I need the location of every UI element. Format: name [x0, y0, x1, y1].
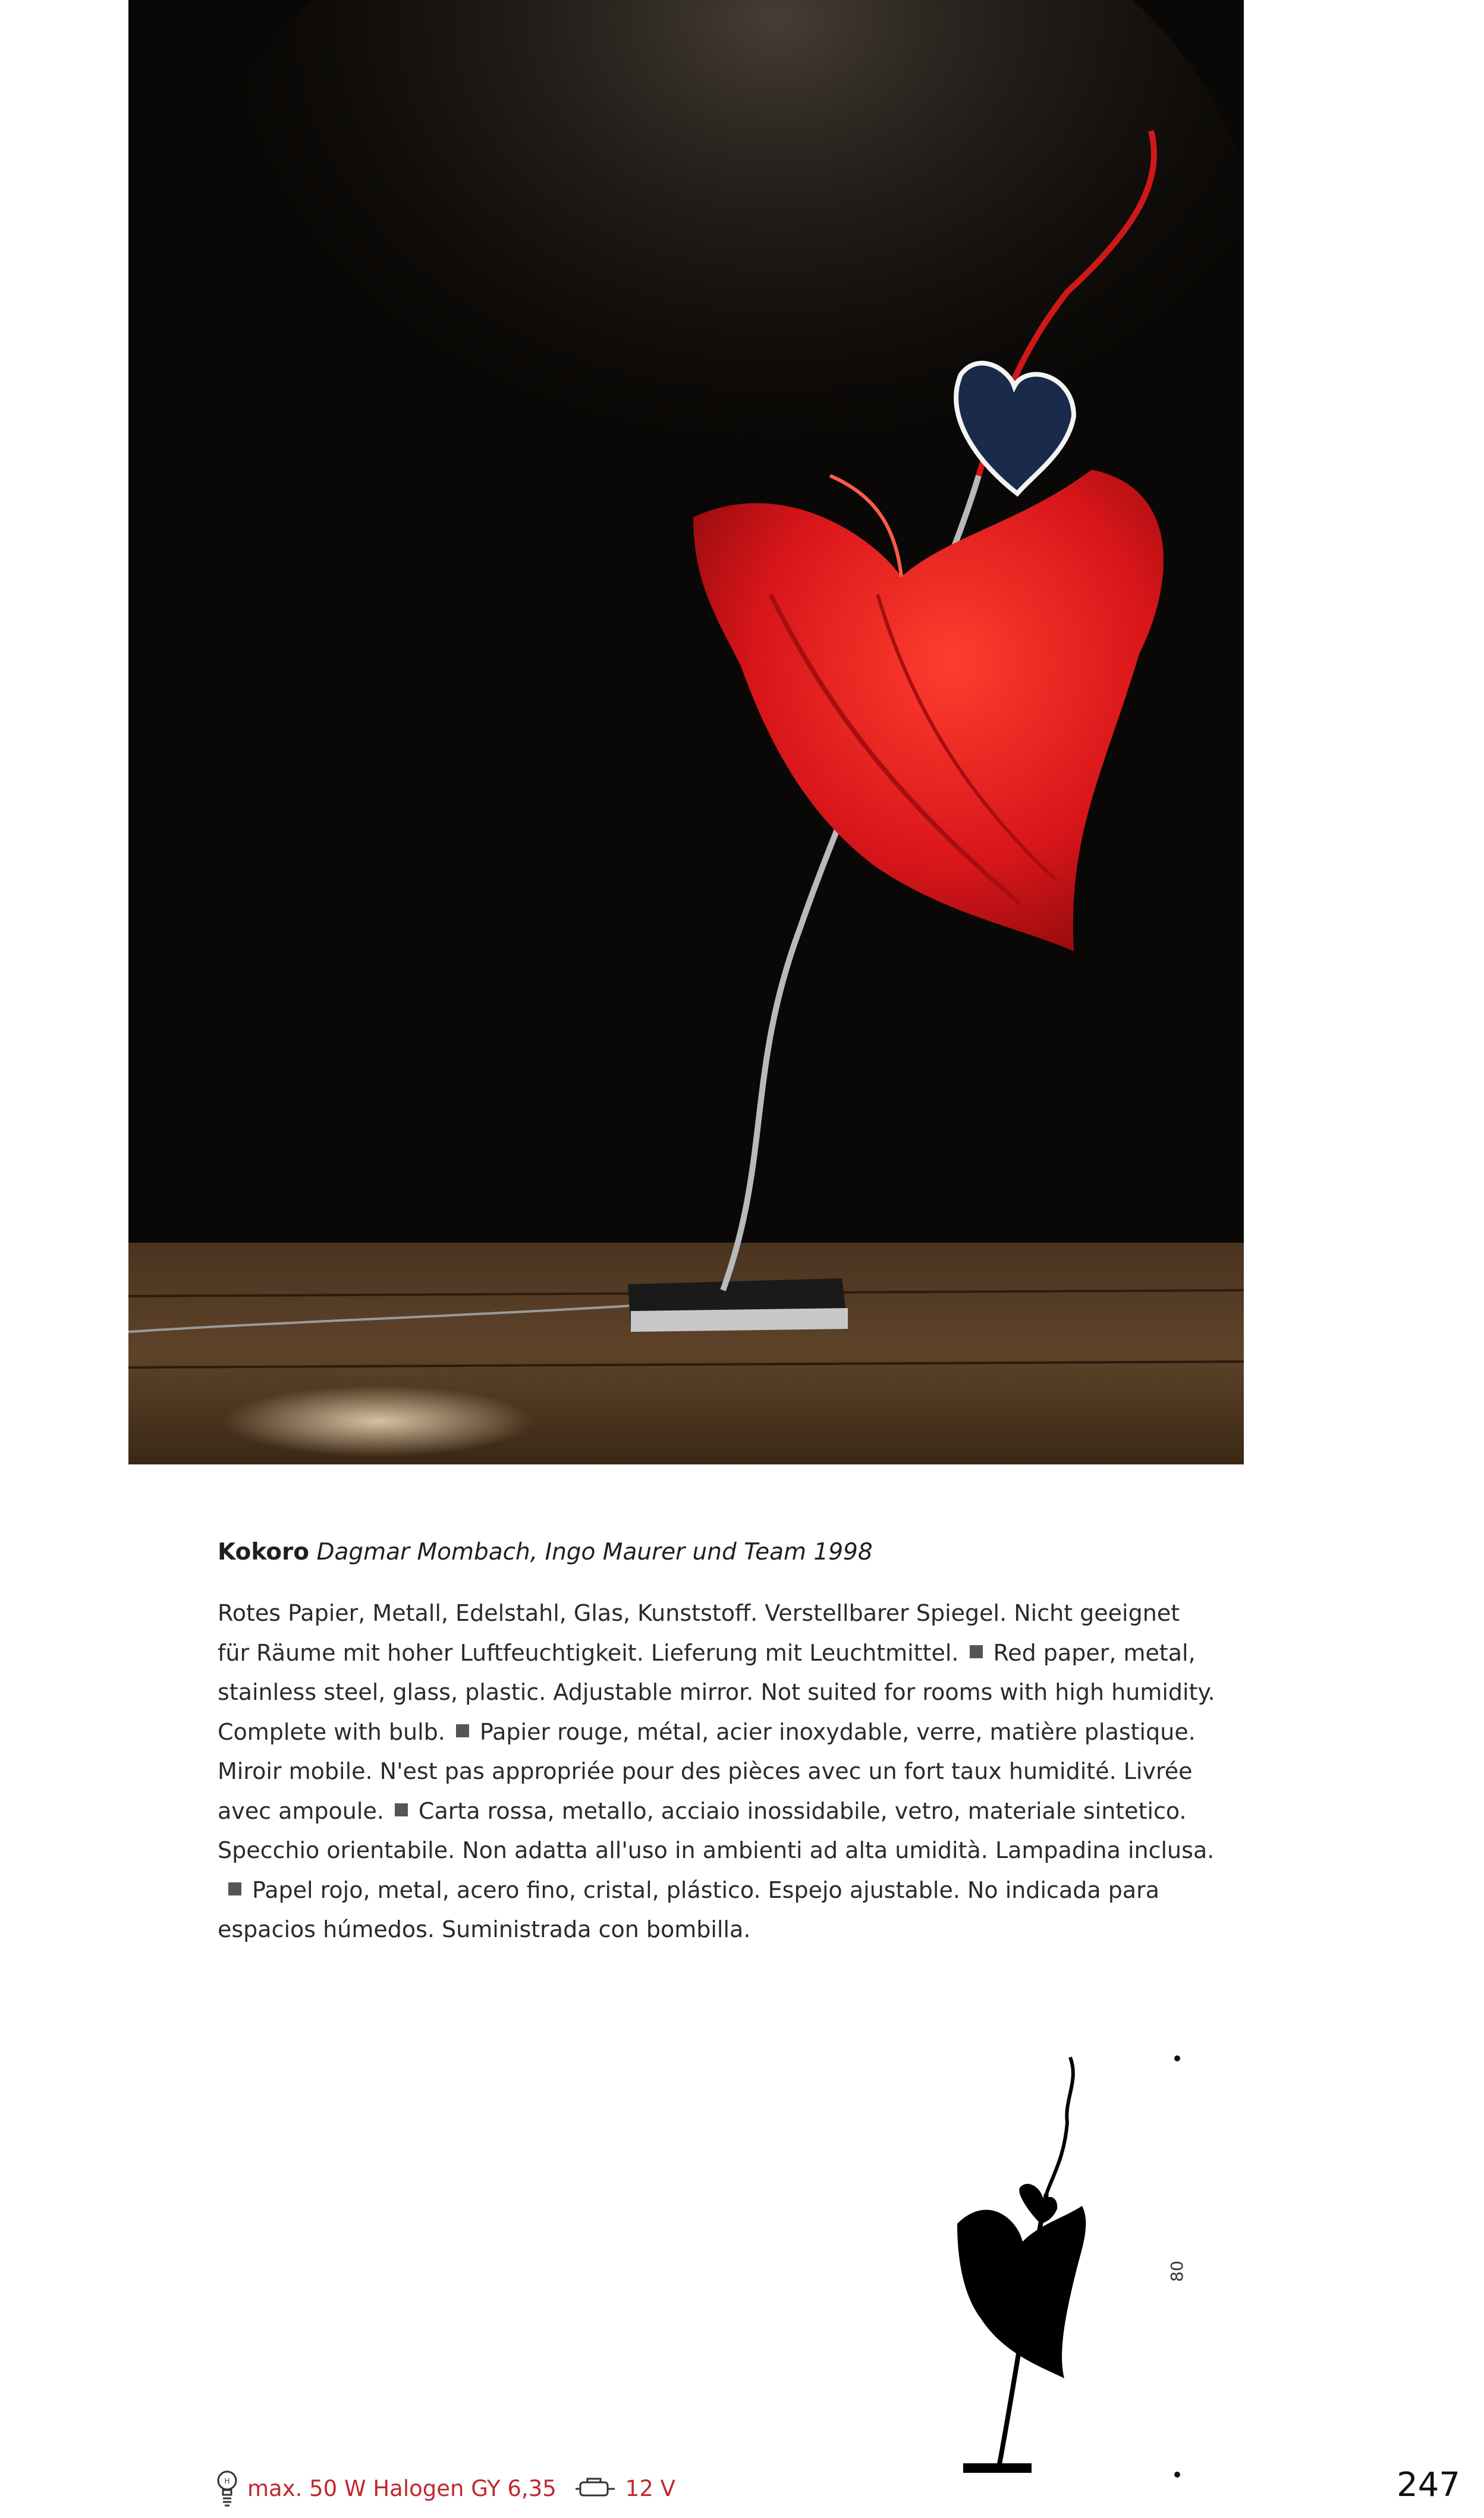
product-photo	[128, 0, 1244, 1464]
description-english: Red paper, metal, stainless steel, glass, plastic. Adjustable mirror. Not suited for rooms with high humidity. Complete with bulb.	[218, 1639, 1215, 1745]
bulb-spec: max. 50 W Halogen GY 6,35	[247, 2475, 556, 2501]
separator-square-icon	[970, 1645, 983, 1658]
product-name: Kokoro	[218, 1539, 310, 1566]
product-description	[218, 1593, 1216, 1950]
product-designer: Dagmar Mombach, Ingo Maurer und Team 1998	[316, 1539, 873, 1566]
page-number: 247	[1397, 2466, 1460, 2504]
lamp-silhouette	[951, 2045, 1147, 2485]
description-italian: Carta rossa, metallo, acciaio inossidabile, vetro, materiale sintetico. Specchio orientabile. Non adatta all'uso in ambienti ad alta umidità. Lampadina inclusa.	[218, 1797, 1215, 1863]
separator-square-icon	[456, 1724, 469, 1737]
voltage-spec: 12 V	[625, 2475, 675, 2501]
description-french: Papier rouge, métal, acier inoxydable, verre, matière plastique. Miroir mobile. N'est pas appropriée pour des pièces avec un fort taux humidité. Livrée avec ampoule.	[218, 1718, 1196, 1824]
technical-specs	[216, 2467, 675, 2509]
product-caption	[218, 1536, 1216, 1569]
svg-text:H: H	[224, 2477, 230, 2485]
separator-square-icon	[228, 1882, 241, 1895]
height-dimension-label: 80	[1167, 2261, 1187, 2282]
description-german: Rotes Papier, Metall, Edelstahl, Glas, Kunststoff. Verstellbarer Spiegel. Nicht geeignet für Räume mit hoher Luftfeuchtigkeit. Lieferung mit Leuchtmittel.	[218, 1600, 1180, 1666]
halogen-bulb-icon	[216, 2467, 238, 2509]
separator-square-icon	[395, 1803, 408, 1816]
transformer-icon	[574, 2476, 616, 2500]
description-spanish: Papel rojo, metal, acero fino, cristal, plástico. Espejo ajustable. No indicada para espacios húmedos. Suministrada con bombilla.	[218, 1876, 1160, 1942]
